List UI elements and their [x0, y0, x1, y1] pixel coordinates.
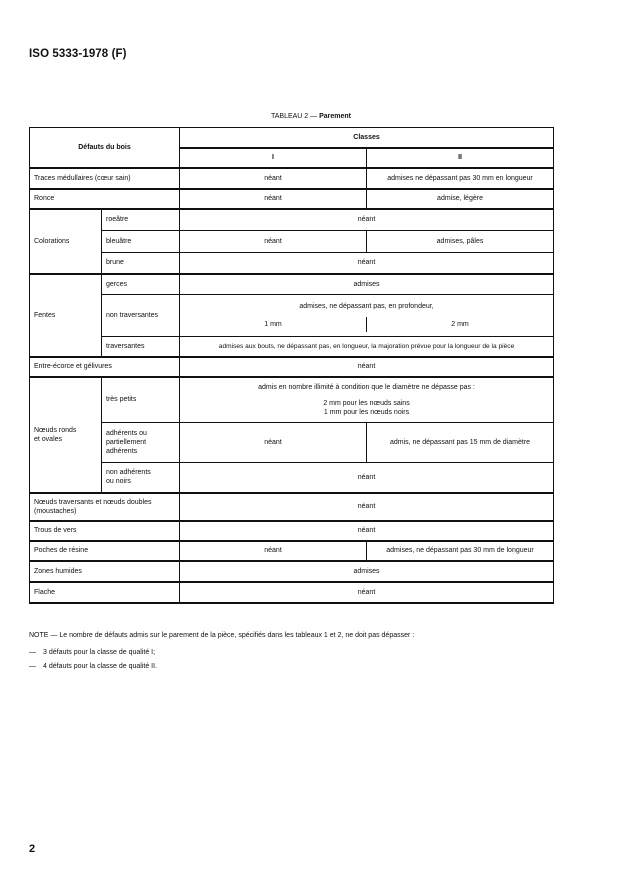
cell-ronce-ii: admise, légère	[367, 189, 554, 209]
header-class-i: I	[180, 148, 367, 168]
noeuds-label-line1: Nœuds ronds	[34, 426, 77, 434]
sub-label-non-traversantes: non traversantes	[102, 295, 180, 337]
table-row	[30, 337, 554, 357]
sub-label-gerces: gerces	[102, 274, 180, 295]
non-trav-i: 1 mm	[180, 317, 367, 332]
row-label-noeuds	[30, 377, 102, 493]
cell-bleuatre-i: néant	[180, 231, 367, 253]
tres-petits-line2: 2 mm pour les nœuds sains	[323, 399, 410, 407]
non-adh-line2: ou noirs	[106, 478, 131, 486]
table-row	[30, 168, 554, 189]
cell-bleuatre-ii: admises, pâles	[367, 231, 554, 253]
table-title-prefix: TABLEAU 2 —	[270, 113, 320, 120]
cell-tres-petits	[180, 377, 554, 423]
row-label-traces: Traces médullaires (cœur sain)	[30, 168, 180, 189]
cell-adherents-ii: admis, ne dépassant pas 15 mm de diamètre	[367, 423, 554, 463]
table-row	[30, 274, 554, 295]
table-row	[30, 582, 554, 603]
table-row	[30, 423, 554, 463]
sub-label-bleuatre: bleuâtre	[102, 231, 180, 253]
sub-label-brune: brune	[102, 253, 180, 274]
cell-entre-ecorce: néant	[180, 357, 554, 377]
note-item-2	[29, 662, 589, 671]
row-label-noeuds-traversants	[30, 493, 180, 521]
header-class-ii: II	[367, 148, 554, 168]
cell-flache: néant	[180, 582, 554, 603]
cell-non-traversantes	[180, 295, 554, 337]
cell-zones: admises	[180, 561, 554, 582]
table-row	[30, 521, 554, 541]
cell-noeuds-traversants: néant	[180, 493, 554, 521]
table-title	[0, 113, 622, 120]
table-row	[30, 189, 554, 209]
non-adh-line1: non adhérents	[106, 469, 151, 477]
cell-ronce-i: néant	[180, 189, 367, 209]
row-label-trous: Trous de vers	[30, 521, 180, 541]
row-label-ronce: Ronce	[30, 189, 180, 209]
note-dash-1: —	[29, 649, 36, 656]
table-row	[30, 493, 554, 521]
noeuds-trav-line2: (moustaches)	[34, 507, 77, 515]
note-text: NOTE — Le nombre de défauts admis sur le parement de la pièce, spécifiés dans les tableaux 1 et 2, ne doit pas dépasser :	[29, 632, 415, 639]
sub-label-adherents	[102, 423, 180, 463]
cell-poches-i: néant	[180, 541, 367, 561]
row-label-colorations: Colorations	[30, 209, 102, 274]
table-note	[29, 631, 589, 671]
cell-adherents-i: néant	[180, 423, 367, 463]
table-row	[30, 357, 554, 377]
sub-label-non-adherents	[102, 463, 180, 493]
row-label-flache: Flache	[30, 582, 180, 603]
non-trav-ii: 2 mm	[451, 321, 469, 328]
note-item-1-text: 3 défauts pour la classe de qualité I;	[43, 649, 156, 656]
adherents-line1: adhérents ou	[106, 430, 147, 437]
cell-non-adherents: néant	[180, 463, 554, 493]
note-dash-2: —	[29, 663, 36, 670]
adherents-line2: partiellement	[106, 439, 147, 446]
sub-label-traversantes: traversantes	[102, 337, 180, 357]
note-item-2-text: 4 défauts pour la classe de qualité II.	[43, 663, 158, 670]
cell-poches-ii: admises, ne dépassant pas 30 mm de longueur	[367, 541, 554, 561]
table-row	[30, 295, 554, 337]
row-label-zones: Zones humides	[30, 561, 180, 582]
table-row	[30, 231, 554, 253]
non-trav-split	[180, 317, 553, 332]
table-row	[30, 253, 554, 274]
cell-brune: néant	[180, 253, 554, 274]
table-row	[30, 463, 554, 493]
tres-petits-line3: 1 mm pour les nœuds noirs	[323, 408, 410, 416]
cell-gerces: admises	[180, 274, 554, 295]
adherents-line3: adhérents	[106, 448, 138, 455]
cell-traces-i: néant	[180, 168, 367, 189]
header-classes: Classes	[180, 128, 554, 148]
defects-table	[29, 127, 554, 604]
table-row	[30, 209, 554, 231]
header-defects: Défauts du bois	[30, 128, 180, 168]
sub-label-rosatre: roeâtre	[102, 209, 180, 231]
cell-rosatre: néant	[180, 209, 554, 231]
cell-traces-ii: admises ne dépassant pas 30 mm en longueur	[367, 168, 554, 189]
noeuds-trav-line1: Nœuds traversants et nœuds doubles	[34, 498, 152, 506]
tres-petits-line1: admis en nombre illimité à condition que le diamètre ne dépasse pas :	[258, 383, 475, 391]
cell-traversantes: admises aux bouts, ne dépassant pas, en longueur, la majoration prévue pour la longueur de la pièce	[180, 337, 554, 357]
table-row	[30, 541, 554, 561]
table-row	[30, 561, 554, 582]
table-title-bold: Parement	[319, 113, 351, 120]
cell-trous: néant	[180, 521, 554, 541]
row-label-entre-ecorce: Entre-écorce et gélivures	[30, 357, 180, 377]
non-trav-text: admises, ne dépassant pas, en profondeur,	[299, 303, 434, 310]
row-label-poches: Poches de résine	[30, 541, 180, 561]
note-item-1	[29, 648, 589, 657]
sub-label-tres-petits: très petits	[102, 377, 180, 423]
page-number: 2	[29, 843, 36, 855]
row-label-fentes: Fentes	[30, 274, 102, 357]
table-row	[30, 377, 554, 423]
document-header: ISO 5333-1978 (F)	[29, 48, 127, 60]
noeuds-label-line2: et ovales	[34, 435, 63, 443]
